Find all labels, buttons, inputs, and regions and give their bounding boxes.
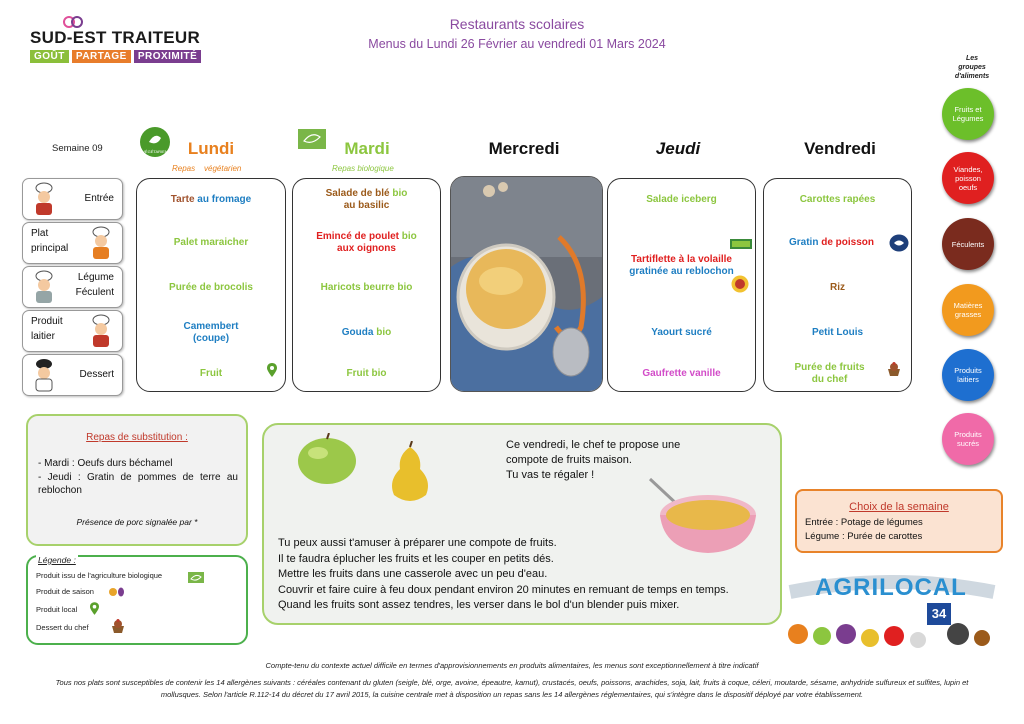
food-group-fruits-legumes: Fruits et Légumes	[942, 88, 994, 140]
week-number: Semaine 09	[52, 143, 103, 154]
menu-item: Salade de blé bio au basilic	[325, 188, 408, 211]
substitution-title: Repas de substitution :	[86, 432, 188, 443]
substitution-line: - Mardi : Oeufs durs béchamel	[38, 458, 173, 469]
day-header-mardi: Mardi	[344, 139, 390, 158]
menu-item: Gratin de poisson	[788, 237, 875, 248]
legend-box	[26, 555, 248, 645]
fish-label-icon	[889, 234, 909, 252]
origin-label-icon	[730, 239, 752, 249]
day-header-lundi: Lundi	[187, 139, 235, 158]
legend-item: Dessert du chef	[36, 623, 89, 632]
compote-photo	[450, 176, 603, 392]
aop-label-icon	[731, 275, 749, 293]
day-header-jeudi: Jeudi	[655, 139, 701, 158]
substitution-line: - Jeudi : Gratin de pommes de terre au reblochon	[38, 472, 238, 496]
food-group-viandes: Viandes, poisson oeufs	[942, 152, 994, 204]
compote-jar-image	[451, 177, 602, 391]
chef-icon	[29, 182, 59, 216]
agrilocal-logo	[782, 568, 1000, 658]
menu-item: Petit Louis	[811, 327, 864, 338]
menu-item: Purée de brocolis	[169, 282, 253, 293]
day-header-vendredi: Vendredi	[804, 139, 876, 158]
row-label-entree: Entrée	[22, 178, 123, 220]
substitution-box	[26, 414, 248, 546]
menu-item: Gouda bio	[341, 327, 392, 338]
agrilocal-number: 34	[931, 606, 947, 621]
season-icon	[108, 584, 126, 597]
logo-tag: PARTAGE	[72, 50, 131, 63]
food-group-produits-sucres: Produits sucrés	[942, 413, 994, 465]
choix-legume: Légume : Purée de carottes	[805, 531, 923, 542]
food-group-feculents: Féculents	[942, 218, 994, 270]
recipe-intro: Ce vendredi, le chef te propose une compote de fruits maison. Tu vas te régaler !	[506, 439, 681, 481]
organic-label-icon	[188, 572, 204, 583]
menu-item: Purée de fruits du chef	[794, 362, 865, 385]
choix-title: Choix de la semaine	[849, 501, 949, 513]
page-subtitle: Menus du Lundi 26 Février au vendredi 01 Mars 2024	[368, 37, 666, 51]
chef-icon	[29, 270, 59, 304]
agrilocal-text: AGRILOCAL	[815, 574, 967, 601]
svg-text:VÉGÉTARIEN: VÉGÉTARIEN	[142, 149, 168, 154]
logo-tag: GOÛT	[30, 50, 69, 63]
menu-item: Fruit	[199, 368, 223, 379]
day-note-lundi: Repas végétarien	[172, 164, 242, 173]
menu-item: Haricots beurre bio	[320, 282, 413, 293]
apple-image	[296, 433, 358, 485]
logo-tags	[30, 50, 201, 63]
chef-dessert-icon	[110, 619, 126, 633]
legend-item: Produit de saison	[36, 587, 94, 596]
day-header-mercredi: Mercredi	[488, 139, 560, 158]
menu-item: Camembert (coupe)	[183, 321, 239, 344]
legend-title: Légende :	[38, 555, 76, 565]
menu-item: Tarte au fromage	[170, 194, 252, 205]
menu-item: Emincé de poulet bio aux oignons	[316, 231, 417, 254]
porc-note: Présence de porc signalée par *	[76, 517, 198, 527]
row-label-legume: Légume Féculent	[22, 266, 123, 308]
chef-icon	[86, 226, 116, 260]
menu-item: Palet maraicher	[173, 237, 249, 248]
menu-item: Salade iceberg	[646, 194, 717, 205]
chef-dessert-icon	[886, 362, 902, 376]
chef-icon	[29, 358, 59, 392]
local-pin-icon	[267, 363, 277, 377]
legend-item: Produit local	[36, 605, 78, 614]
footer-allergens: mollusques. Selon l'article R.112-14 du décret du 17 avril 2015, la cuisine centrale met à disposition un repas sans les 14 allergènes réglementaires, qui s'intègre dans le dispositif déployé par votre établissement.	[160, 690, 864, 699]
day-column-jeudi	[607, 178, 756, 392]
food-group-produits-laitiers: Produits laitiers	[942, 349, 994, 401]
local-pin-icon	[90, 602, 99, 615]
menu-item: Gaufrette vanille	[642, 368, 721, 379]
day-column-mardi	[292, 178, 441, 392]
row-label-dessert: Dessert	[22, 354, 123, 396]
recipe-steps: Tu peux aussi t'amuser à préparer une compote de fruits. Il te faudra éplucher les fruits et les couper en petits dés. Mettre les fruits dans une casserole avec un peu d'eau. Couvrir et faire cuire à feu doux pendant environ 20 minutes en remuant de temps en temps. Quand les fruits sont assez tendres, les verser dans le bol d'un blender puis mixer.	[278, 537, 729, 611]
footer-allergens: Tous nos plats sont susceptibles de contenir les 14 allergènes suivants : céréales contenant du gluten (seigle, blé, orge, avoine, épeautre, kamut), crustacés, oeufs, poissons, arachides, soja, lait, fruits à coque, céleri, moutarde, sésame, anhydride sulfureux et sulfites, lupin et	[55, 678, 969, 687]
pear-image	[384, 441, 436, 505]
choix-entree: Entrée : Potage de légumes	[805, 517, 923, 528]
footer-note: Compte-tenu du contexte actuel difficile en termes d'approvisionnements en produits alimentaires, les menus sont exceptionnellement à titre indicatif	[265, 661, 759, 670]
choix-semaine-box	[795, 489, 1003, 553]
menu-item: Fruit bio	[346, 368, 387, 379]
food-group-matieres-grasses: Matières grasses	[942, 284, 994, 336]
organic-label-icon	[298, 129, 326, 149]
row-label-laitier: Produit laitier	[22, 310, 123, 352]
legend-item: Produit issu de l'agriculture biologique	[36, 571, 163, 580]
menu-item: Tartiflette à la volaille gratinée au reblochon	[629, 254, 734, 277]
row-label-plat: Plat principal	[22, 222, 123, 264]
day-column-vendredi	[763, 178, 912, 392]
menu-item: Yaourt sucré	[651, 327, 712, 338]
logo-tag: PROXIMITÉ	[134, 50, 202, 63]
day-column-lundi	[136, 178, 286, 392]
logo-title: SUD-EST TRAITEUR	[30, 28, 201, 47]
page-title: Restaurants scolaires	[449, 16, 585, 32]
vegetarian-badge-icon	[139, 126, 171, 158]
menu-item: Riz	[830, 282, 845, 293]
chef-icon	[86, 314, 116, 348]
food-groups-title: Les groupes d'aliments	[954, 55, 990, 80]
day-note-mardi: Repas biologique	[332, 164, 394, 173]
menu-item: Carottes rapées	[799, 194, 876, 205]
recipe-box	[262, 423, 782, 625]
